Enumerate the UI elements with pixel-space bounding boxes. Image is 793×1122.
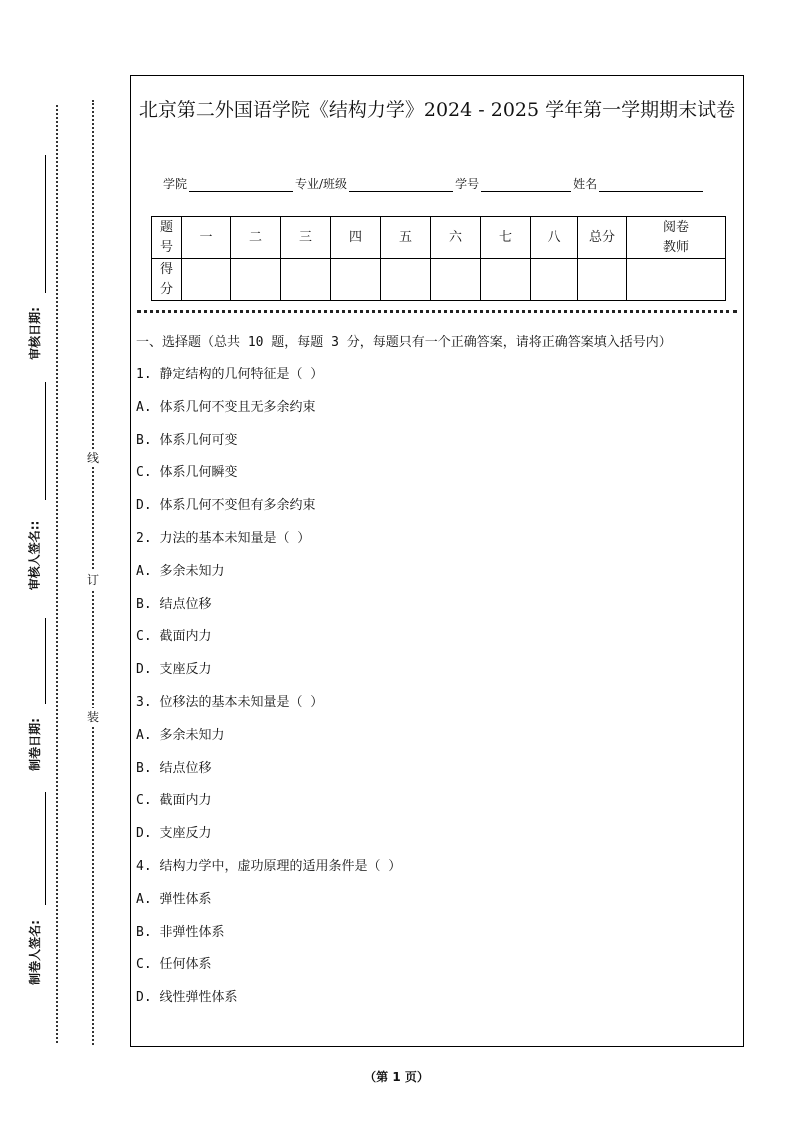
question-3-option-a: A. 多余未知力: [136, 727, 225, 743]
score-cell[interactable]: [431, 259, 481, 301]
score-table-header-row: [152, 217, 726, 259]
college-blank[interactable]: [189, 178, 293, 192]
question-3-option-d: D. 支座反力: [136, 826, 212, 842]
question-4-option-a: A. 弹性体系: [136, 891, 212, 907]
col-6: 六: [431, 217, 481, 259]
score-table: [151, 216, 726, 301]
major-class-label: 专业/班级: [295, 177, 348, 191]
question-3-stem: 3. 位移法的基本未知量是（ ）: [136, 694, 324, 710]
score-table-score-row: [152, 259, 726, 301]
col-4: 四: [331, 217, 381, 259]
student-id-label: 学号: [455, 177, 480, 191]
question-2-option-c: C. 截面内力: [136, 629, 212, 645]
question-4-option-b: B. 非弹性体系: [136, 924, 225, 940]
question-1-option-d: D. 体系几何不变但有多余约束: [136, 498, 316, 514]
col-2: 二: [231, 217, 281, 259]
score-cell[interactable]: [331, 259, 381, 301]
col-total: 总分: [578, 217, 627, 259]
question-2-option-a: A. 多余未知力: [136, 563, 225, 579]
score-cell[interactable]: [481, 259, 531, 301]
major-class-blank[interactable]: [349, 178, 453, 192]
question-4-option-d: D. 线性弹性体系: [136, 990, 238, 1006]
total-score-cell[interactable]: [578, 259, 627, 301]
maker-sign-label: 制卷人签名:: [27, 920, 42, 985]
score-cell[interactable]: [281, 259, 331, 301]
score-cell[interactable]: [531, 259, 578, 301]
binding-zhuang-char: 装: [86, 710, 99, 724]
page-number: （第 1 页）: [364, 1070, 429, 1084]
question-3-option-b: B. 结点位移: [136, 760, 212, 776]
col-8: 八: [531, 217, 578, 259]
col-3: 三: [281, 217, 331, 259]
reviewer-sign-label: 审核人签名::: [27, 520, 42, 590]
maker-date-label: 制卷日期:: [27, 717, 42, 771]
score-cell[interactable]: [231, 259, 281, 301]
col-5: 五: [381, 217, 431, 259]
question-number-label: 题号: [152, 217, 182, 259]
question-1-option-a: A. 体系几何不变且无多余约束: [136, 399, 316, 415]
question-2-stem: 2. 力法的基本未知量是（ ）: [136, 530, 311, 546]
score-cell[interactable]: [182, 259, 231, 301]
question-2-option-d: D. 支座反力: [136, 662, 212, 678]
name-label: 姓名: [573, 177, 598, 191]
question-section: [136, 332, 737, 1020]
question-1-stem: 1. 静定结构的几何特征是（ ）: [136, 367, 324, 382]
dotted-separator: [137, 310, 737, 313]
reviewer-sign-line: [45, 382, 46, 500]
col-7: 七: [481, 217, 531, 259]
question-3-option-c: C. 截面内力: [136, 793, 212, 809]
col-grader: 阅卷教师: [627, 217, 726, 259]
binding-ding-char: 订: [86, 573, 99, 587]
student-id-blank[interactable]: [481, 178, 571, 192]
reviewer-date-line: [45, 155, 46, 293]
grader-cell[interactable]: [627, 259, 726, 301]
question-2-option-b: B. 结点位移: [136, 596, 212, 612]
question-4-option-c: C. 任何体系: [136, 957, 212, 973]
question-1-option-c: C. 体系几何瞬变: [136, 465, 238, 481]
college-label: 学院: [163, 177, 188, 191]
maker-sign-line: [45, 792, 46, 905]
student-info-row: [163, 175, 705, 192]
question-1-option-b: B. 体系几何可变: [136, 432, 238, 448]
name-blank[interactable]: [599, 178, 703, 192]
question-4-stem: 4. 结构力学中，虚功原理的适用条件是（ ）: [136, 858, 402, 874]
binding-line-char: 线: [86, 451, 99, 465]
exam-frame: [130, 75, 744, 1047]
section-heading: 一、选择题（总共 10 题，每题 3 分，每题只有一个正确答案，请将正确答案填入括号内）: [136, 335, 672, 350]
col-1: 一: [182, 217, 231, 259]
exam-title: 北京第二外国语学院《结构力学》2024 - 2025 学年第一学期期末试卷: [138, 99, 736, 121]
score-cell[interactable]: [381, 259, 431, 301]
score-label: 得分: [152, 259, 182, 301]
binding-dotted-line-outer: [56, 105, 58, 1043]
maker-date-line: [45, 618, 46, 704]
reviewer-date-label: 审核日期:: [27, 306, 42, 360]
